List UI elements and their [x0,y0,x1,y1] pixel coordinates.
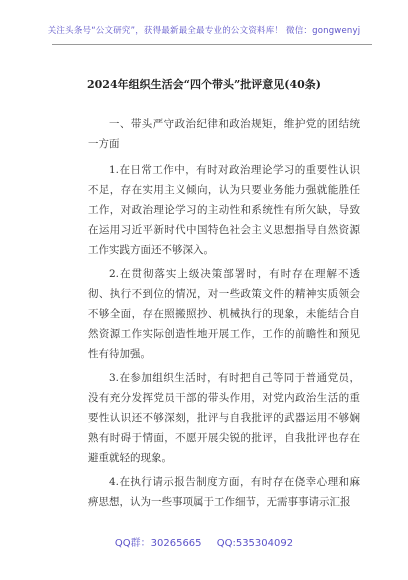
paragraph-1: 1.在日常工作中，有时对政治理论学习的重要性认识不足，存在实用主义倾向，认为只要业务能力强就能胜任工作，对政治理论学习的主动性和系统性有所欠缺，导致在运用习近平新时代中国特色社会主义思想指导自然资源工作实践方面还不够深入。 [88,164,360,256]
header-divider [52,44,372,45]
document-body [88,114,360,516]
footer-qq-group: QQ群：30265665 [114,538,202,549]
paragraph-3: 3.在参加组织生活时，有时把自己等同于普通党员，没有充分发挥党员干部的带头作用，对党内政治生活的重要性认识还不够深刻，批评与自我批评的武器运用不够娴熟有时碍于情面，不愿开展尖锐的批评，自我批评也存在避重就轻的现象。 [88,372,360,464]
section-heading: 一、带头严守政治纪律和政治规矩，维护党的团结统一方面 [88,118,360,150]
footer-qq-number: QQ:535304092 [216,538,294,549]
paragraph-4: 4.在执行请示报告制度方面，有时存在侥幸心理和麻痹思想，认为一些事项属于工作细节，无需事事请示汇报 [88,476,360,508]
footer-contact [0,534,408,549]
header-banner: 关注头条号“公文研究”，获得最新最全最专业的公文资料库！ 微信：gongwenyj [47,26,361,36]
paragraph-2: 2.在贯彻落实上级决策部署时，有时存在理解不透彻、执行不到位的情况，对一些政策文件的精神实质领会不够全面，存在照搬照抄、机械执行的现象，未能结合自然资源工作实际创造性地开展工作，工作的前瞻性和预见性有待加强。 [88,268,360,360]
document-title: 2024年组织生活会“四个带头”批评意见(40条) [87,78,321,91]
